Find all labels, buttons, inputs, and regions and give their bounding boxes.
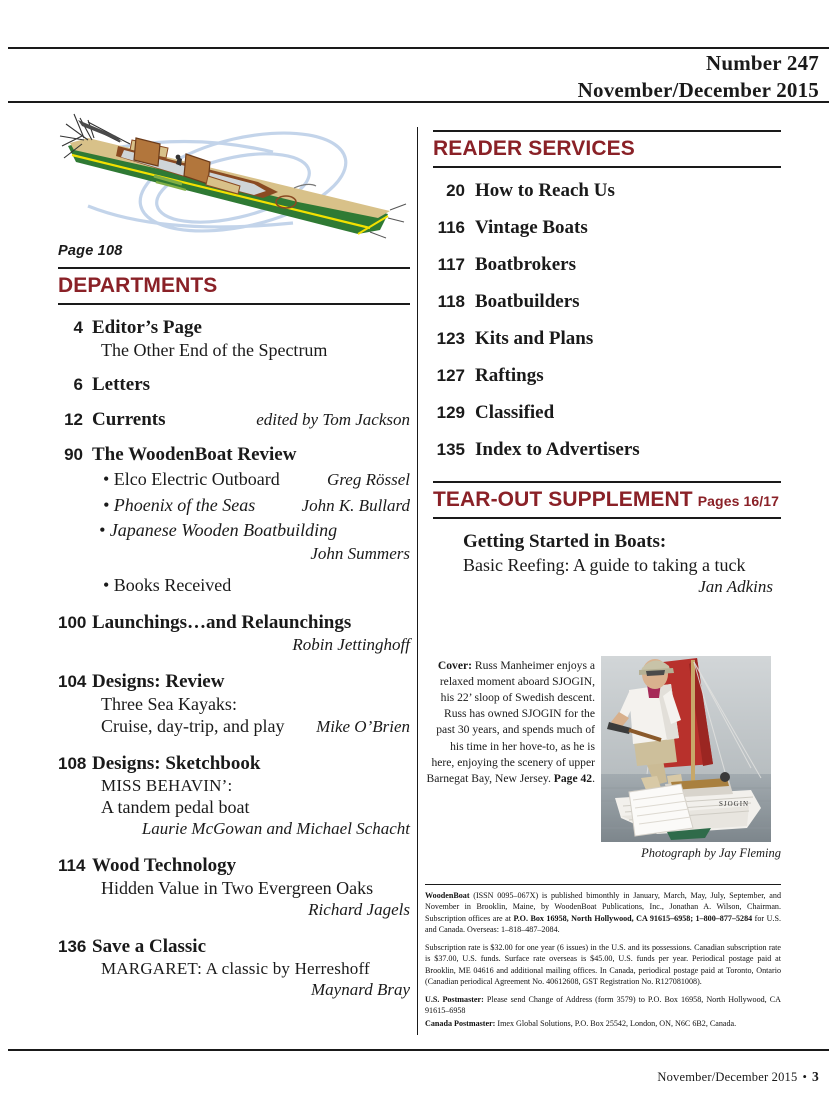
tandem-pedal-boat-illustration bbox=[58, 110, 410, 242]
fineprint-paragraph-4 bbox=[425, 1018, 781, 1029]
departments-heading bbox=[58, 267, 410, 305]
illustration-page-ref: Page 108 bbox=[58, 243, 123, 259]
review-bullet-text: • Books Received bbox=[103, 574, 232, 595]
rs-page-number: 116 bbox=[437, 218, 465, 237]
departments-heading-label: DEPARTMENTS bbox=[58, 274, 218, 297]
entry-title: The WoodenBoat Review bbox=[92, 444, 297, 465]
rs-title: Kits and Plans bbox=[475, 328, 594, 349]
rs-title: How to Reach Us bbox=[475, 180, 615, 201]
footer-separator: • bbox=[802, 1070, 808, 1084]
toc-entry[interactable] bbox=[58, 374, 410, 396]
entry-page-number: 90 bbox=[64, 445, 83, 464]
cover-block bbox=[425, 656, 781, 861]
toc-entry[interactable] bbox=[58, 671, 410, 737]
entry-byline: Mike O’Brien bbox=[316, 717, 410, 737]
review-bullet-author: John Summers bbox=[310, 543, 410, 563]
rs-title: Raftings bbox=[475, 365, 544, 386]
entry-title: Wood Technology bbox=[92, 855, 237, 877]
rs-title: Boatbuilders bbox=[475, 291, 580, 312]
entry-subtitle: Three Sea Kayaks: bbox=[101, 694, 237, 715]
reader-services-item[interactable] bbox=[433, 180, 781, 202]
review-bullet-author: Greg Rössel bbox=[327, 470, 410, 489]
photo-credit: Photograph by Jay Fleming bbox=[641, 846, 781, 860]
entry-title: Designs: Review bbox=[92, 671, 225, 693]
review-bullet-item bbox=[103, 573, 410, 599]
header-rule-top bbox=[8, 47, 829, 49]
entry-page-number: 104 bbox=[58, 672, 87, 692]
column-divider bbox=[417, 127, 418, 1035]
entry-title: Save a Classic bbox=[92, 936, 206, 958]
entry-subtitle: The Other End of the Spectrum bbox=[101, 340, 328, 360]
entry-title: Currents bbox=[92, 409, 166, 430]
entry-subtitle-row bbox=[101, 959, 410, 979]
tear-out-supplement-heading bbox=[433, 481, 781, 519]
entry-title: Letters bbox=[92, 374, 151, 395]
entry-byline: Richard Jagels bbox=[308, 900, 410, 920]
rs-page-number: 127 bbox=[436, 366, 465, 385]
cover-photo-wrap bbox=[601, 656, 781, 842]
fineprint-us-postmaster-body: Please send Change of Address (form 3579) to P.O. Box 16958, North Hollywood, CA 91615–6958 bbox=[425, 994, 781, 1016]
review-bullet-text: • Phoenix of the Seas bbox=[103, 494, 256, 515]
review-bullet-list bbox=[99, 467, 410, 598]
entry-page-number: 4 bbox=[73, 318, 83, 337]
fineprint-rule bbox=[425, 884, 781, 885]
entry-title: Designs: Sketchbook bbox=[92, 753, 261, 775]
footer-date: November/December 2015 bbox=[657, 1070, 798, 1084]
review-bullet-item bbox=[103, 467, 410, 493]
entry-byline: Laurie McGowan and Michael Schacht bbox=[141, 819, 410, 839]
entry-page-number: 136 bbox=[58, 937, 87, 957]
rs-title: Index to Advertisers bbox=[475, 439, 640, 460]
rs-page-number: 135 bbox=[436, 440, 465, 459]
entry-page-number: 6 bbox=[73, 375, 83, 394]
cover-caption-body: Russ Manheimer enjoys a relaxed moment aboard SJOGIN, his 22’ sloop of Swedish descent. Russ has owned SJOGIN for the past 30 years, and spends much of his time in her hove-to, as he is here, enjoying the scenery of upper Barnegat Bay, New Jersey. bbox=[426, 659, 595, 785]
rs-page-number: 123 bbox=[436, 329, 465, 348]
fineprint-canada-postmaster-label: Canada Postmaster: bbox=[425, 1018, 496, 1028]
supplement-subtitle: Basic Reefing: A guide to taking a tuck bbox=[463, 555, 746, 575]
fineprint-paragraph-1 bbox=[425, 890, 781, 936]
entry-page-number: 12 bbox=[64, 410, 83, 429]
rs-page-number: 118 bbox=[437, 292, 465, 311]
review-bullet-text: • Elco Electric Outboard bbox=[103, 469, 280, 489]
fineprint-us-postmaster-label: U.S. Postmaster: bbox=[425, 994, 484, 1004]
fineprint-address: P.O. Box 16958, North Hollywood, CA 91615–6958; 1–800–877–5284 bbox=[513, 913, 753, 923]
supplement-author: Jan Adkins bbox=[698, 577, 773, 596]
entry-subtitle-row bbox=[101, 797, 410, 818]
page-footer bbox=[657, 1069, 819, 1085]
entry-page-number: 108 bbox=[58, 754, 87, 774]
tear-out-heading-pages: Pages 16/17 bbox=[697, 493, 780, 509]
rs-title: Boatbrokers bbox=[475, 254, 576, 275]
review-bullet-text: • Japanese Wooden Boatbuilding bbox=[99, 520, 338, 541]
fineprint-p1c: for U.S. and Canada. Overseas: 1–818–487–2084. bbox=[425, 913, 781, 935]
cover-page-ref-period: . bbox=[592, 771, 595, 785]
fineprint-publication-name: WoodenBoat bbox=[425, 891, 470, 900]
issue-date: November/December 2015 bbox=[577, 77, 819, 102]
fineprint-paragraph-3 bbox=[425, 994, 781, 1017]
rs-page-number: 20 bbox=[446, 181, 465, 200]
fineprint-canada-postmaster-body: Imex Global Solutions, P.O. Box 25542, London, ON, N6C 6B2, Canada. bbox=[495, 1018, 737, 1028]
entry-subtitle: A tandem pedal boat bbox=[101, 797, 250, 818]
footer-page-number: 3 bbox=[812, 1069, 819, 1084]
review-bullet-item bbox=[99, 518, 410, 544]
entry-page-number: 114 bbox=[58, 856, 86, 876]
entry-subtitle-row bbox=[101, 878, 410, 899]
entry-byline: edited by Tom Jackson bbox=[256, 410, 410, 429]
footer-rule bbox=[8, 1049, 829, 1051]
toc-entry[interactable] bbox=[58, 936, 410, 1000]
reader-services-item[interactable] bbox=[433, 439, 781, 461]
left-column bbox=[58, 110, 410, 1013]
right-column bbox=[433, 130, 781, 597]
reader-services-item[interactable] bbox=[433, 328, 781, 350]
toc-entry[interactable] bbox=[58, 612, 410, 655]
entry-subtitle: MISS BEHAVIN’: bbox=[101, 776, 233, 796]
reader-services-item[interactable] bbox=[433, 291, 781, 313]
rs-page-number: 129 bbox=[436, 403, 465, 422]
reader-services-heading bbox=[433, 130, 781, 168]
entry-title: Launchings…and Relaunchings bbox=[92, 612, 352, 634]
issue-masthead bbox=[578, 50, 819, 104]
toc-entry[interactable] bbox=[58, 409, 410, 431]
toc-entry[interactable] bbox=[58, 317, 410, 361]
entry-byline: Robin Jettinghoff bbox=[292, 635, 410, 655]
review-bullet-item bbox=[103, 493, 410, 519]
entry-subtitle-row bbox=[101, 716, 410, 737]
cover-photo bbox=[601, 656, 771, 842]
rs-title: Classified bbox=[475, 402, 555, 423]
cover-caption-label: Cover: bbox=[437, 659, 472, 672]
svg-text:SJOGIN: SJOGIN bbox=[719, 800, 750, 808]
rs-page-number: 117 bbox=[437, 255, 465, 274]
entry-subtitle: Hidden Value in Two Evergreen Oaks bbox=[101, 878, 374, 899]
entry-subtitle-row bbox=[101, 776, 410, 796]
tear-out-heading-label: TEAR-OUT SUPPLEMENT bbox=[433, 488, 693, 511]
entry-subtitle-row bbox=[101, 340, 410, 361]
entry-title: Editor’s Page bbox=[92, 317, 202, 338]
rs-title: Vintage Boats bbox=[475, 217, 588, 238]
review-bullet-author: John K. Bullard bbox=[301, 495, 410, 515]
entry-byline: Maynard Bray bbox=[311, 980, 410, 1000]
reader-services-item[interactable] bbox=[433, 402, 781, 424]
entry-page-number: 100 bbox=[58, 613, 87, 633]
tear-out-supplement-item[interactable] bbox=[463, 531, 781, 597]
entry-subtitle: MARGARET: A classic by Herreshoff bbox=[101, 959, 370, 979]
fineprint-p1a: (ISSN 0095–067X) is published bimonthly in January, March, May, July, September, and November in Brooklin, Maine, by WoodenBoat Publications, Inc., Jonathan A. Wilson, Chairman. Subscription offices are at bbox=[425, 891, 781, 923]
reader-services-item[interactable] bbox=[433, 365, 781, 387]
cover-page-ref: Page 42 bbox=[553, 771, 593, 785]
reader-services-heading-label: READER SERVICES bbox=[433, 137, 635, 160]
masthead-fineprint bbox=[425, 884, 781, 1035]
reader-services-item[interactable] bbox=[433, 254, 781, 276]
toc-entry[interactable] bbox=[58, 753, 410, 839]
cover-caption bbox=[425, 656, 601, 787]
entry-subtitle-row bbox=[101, 694, 410, 715]
toc-entry[interactable] bbox=[58, 855, 410, 920]
toc-entry[interactable] bbox=[58, 444, 410, 598]
supplement-title: Getting Started in Boats: bbox=[463, 531, 667, 552]
reader-services-item[interactable] bbox=[433, 217, 781, 239]
fineprint-paragraph-2: Subscription rate is $32.00 for one year (6 issues) in the U.S. and its possessions. Canadian subscription rate is $37.00, U.S. funds. Surface rate overseas is $45.00, U.S. funds per year. Periodical postage paid at Brooklin, ME 04616 and additional mailing offices. In Canada, periodical postage paid at Toronto, Ontario (Canadian periodical Agreement No. 40612608, GST Registration No. R127081008). bbox=[425, 942, 781, 987]
entry-subtitle: Cruise, day-trip, and play bbox=[101, 716, 285, 737]
issue-number: Number 247 bbox=[705, 51, 819, 75]
